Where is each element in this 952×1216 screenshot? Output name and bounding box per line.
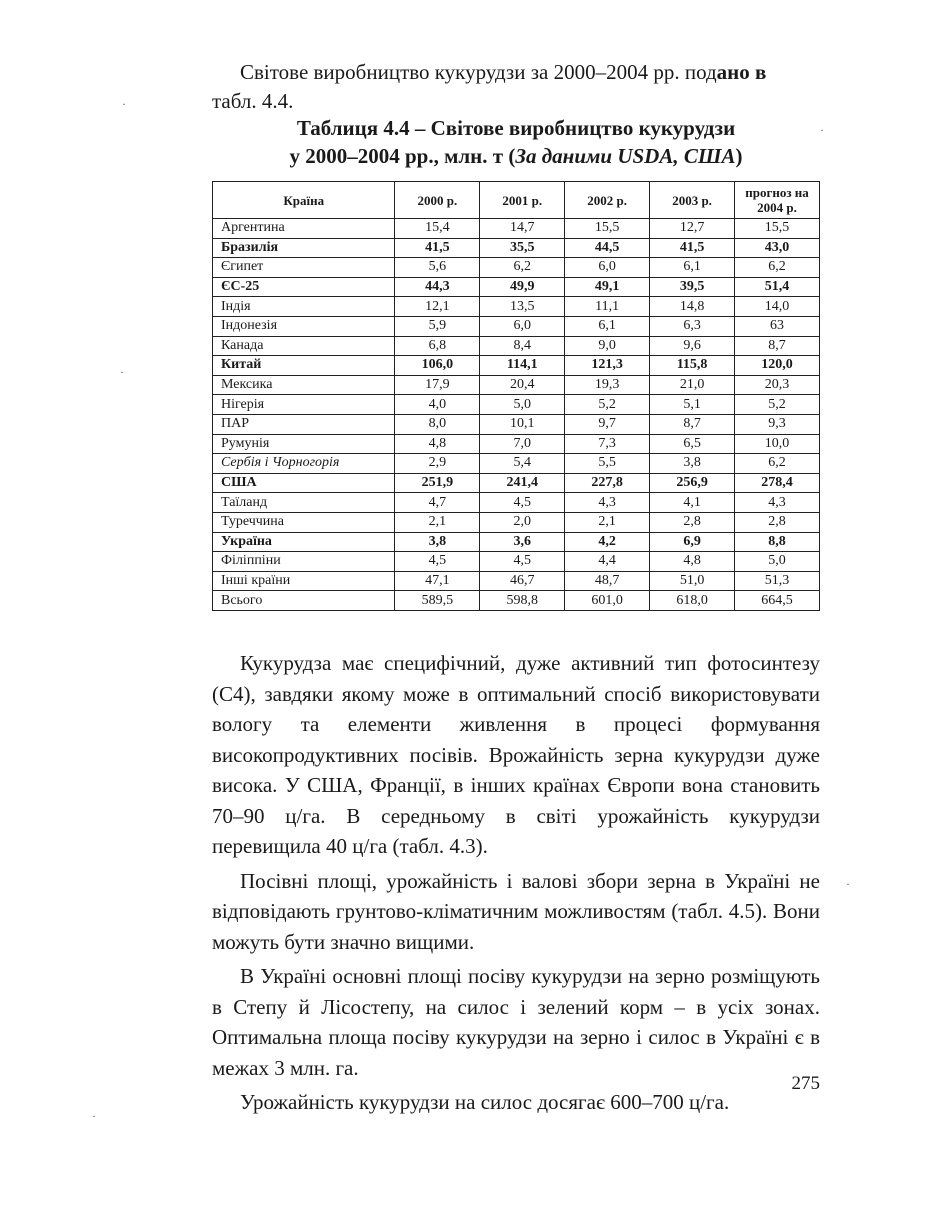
value-cell: 63 — [735, 316, 820, 336]
country-cell: Інші країни — [213, 571, 395, 591]
value-cell: 4,3 — [565, 493, 650, 513]
value-cell: 14,7 — [480, 219, 565, 239]
value-cell: 278,4 — [735, 473, 820, 493]
table-row — [213, 454, 820, 474]
value-cell: 47,1 — [395, 571, 480, 591]
table-row — [213, 532, 820, 552]
intro-text: Світове виробництво кукурудзи за 2000–2004 рр. под — [240, 60, 717, 84]
value-cell: 49,9 — [480, 277, 565, 297]
value-cell: 3,6 — [480, 532, 565, 552]
value-cell: 4,1 — [650, 493, 735, 513]
country-cell: Всього — [213, 591, 395, 611]
country-cell: Туреччина — [213, 512, 395, 532]
country-cell: Індія — [213, 297, 395, 317]
value-cell: 10,1 — [480, 414, 565, 434]
value-cell: 114,1 — [480, 356, 565, 376]
table-row — [213, 493, 820, 513]
table-row — [213, 316, 820, 336]
value-cell: 121,3 — [565, 356, 650, 376]
table-row — [213, 356, 820, 376]
value-cell: 8,4 — [480, 336, 565, 356]
value-cell: 106,0 — [395, 356, 480, 376]
value-cell: 2,1 — [565, 512, 650, 532]
country-cell: Сербія і Чорногорія — [213, 454, 395, 474]
value-cell: 115,8 — [650, 356, 735, 376]
value-cell: 35,5 — [480, 238, 565, 258]
value-cell: 51,4 — [735, 277, 820, 297]
value-cell: 12,1 — [395, 297, 480, 317]
value-cell: 6,1 — [650, 258, 735, 278]
header-country: Країна — [213, 182, 395, 219]
value-cell: 48,7 — [565, 571, 650, 591]
table-caption — [212, 114, 820, 170]
value-cell: 44,5 — [565, 238, 650, 258]
value-cell: 10,0 — [735, 434, 820, 454]
intro-paragraph — [212, 58, 820, 116]
table-row — [213, 395, 820, 415]
table-row — [213, 571, 820, 591]
value-cell: 4,8 — [650, 552, 735, 572]
value-cell: 5,2 — [565, 395, 650, 415]
value-cell: 7,3 — [565, 434, 650, 454]
caption-main: у 2000–2004 рр., млн. т ( — [289, 144, 516, 168]
caption-source: За даними USDA, США — [515, 144, 736, 168]
value-cell: 8,0 — [395, 414, 480, 434]
value-cell: 8,8 — [735, 532, 820, 552]
country-cell: ЄС-25 — [213, 277, 395, 297]
value-cell: 4,3 — [735, 493, 820, 513]
value-cell: 41,5 — [395, 238, 480, 258]
country-cell: Індонезія — [213, 316, 395, 336]
country-cell: Румунія — [213, 434, 395, 454]
country-cell: Філіппіни — [213, 552, 395, 572]
value-cell: 664,5 — [735, 591, 820, 611]
value-cell: 251,9 — [395, 473, 480, 493]
value-cell: 2,8 — [735, 512, 820, 532]
scan-speck: · — [92, 1109, 96, 1123]
caption-line2 — [212, 142, 820, 170]
value-cell: 2,8 — [650, 512, 735, 532]
paragraph-photosynthesis: Кукурудза має специфічний, дуже активний тип фотосинтезу (С4), завдяки якому може в оптимальний спосіб використовувати вологу та елементи живлення в процесі формування високопродуктивних посівів. Врожайність зерна кукурудзи дуже висока. У США, Франції, в інших країнах Європи вона становить 70–90 ц/га. В середньому в світі урожайність кукурудзи перевищила 40 ц/га (табл. 4.3). — [212, 651, 820, 858]
value-cell: 6,2 — [480, 258, 565, 278]
value-cell: 43,0 — [735, 238, 820, 258]
value-cell: 6,2 — [735, 454, 820, 474]
value-cell: 46,7 — [480, 571, 565, 591]
value-cell: 20,3 — [735, 375, 820, 395]
country-cell: Таїланд — [213, 493, 395, 513]
body-text — [212, 648, 820, 1122]
value-cell: 20,4 — [480, 375, 565, 395]
table-row — [213, 258, 820, 278]
table-body — [213, 219, 820, 611]
table-row — [213, 473, 820, 493]
value-cell: 12,7 — [650, 219, 735, 239]
value-cell: 13,5 — [480, 297, 565, 317]
scan-speck: · — [820, 123, 824, 137]
value-cell: 6,5 — [650, 434, 735, 454]
header-2000: 2000 р. — [395, 182, 480, 219]
value-cell: 7,0 — [480, 434, 565, 454]
value-cell: 6,9 — [650, 532, 735, 552]
table-header-row — [213, 182, 820, 219]
value-cell: 4,0 — [395, 395, 480, 415]
header-2003: 2003 р. — [650, 182, 735, 219]
value-cell: 5,6 — [395, 258, 480, 278]
value-cell: 3,8 — [650, 454, 735, 474]
value-cell: 15,5 — [735, 219, 820, 239]
value-cell: 227,8 — [565, 473, 650, 493]
paragraph-areas: Посівні площі, урожайність і валові збори зерна в Україні не відповідають грунтово-кліматичним можливостям (табл. 4.5). Вони можуть бути значно вищими. — [212, 868, 820, 954]
table-row — [213, 219, 820, 239]
value-cell: 14,0 — [735, 297, 820, 317]
value-cell: 618,0 — [650, 591, 735, 611]
value-cell: 4,7 — [395, 493, 480, 513]
value-cell: 15,5 — [565, 219, 650, 239]
value-cell: 5,2 — [735, 395, 820, 415]
table-row — [213, 552, 820, 572]
value-cell: 4,8 — [395, 434, 480, 454]
country-cell: Аргентина — [213, 219, 395, 239]
country-cell: Україна — [213, 532, 395, 552]
table-row — [213, 512, 820, 532]
value-cell: 9,0 — [565, 336, 650, 356]
scan-speck: · — [120, 365, 124, 379]
value-cell: 51,3 — [735, 571, 820, 591]
value-cell: 17,9 — [395, 375, 480, 395]
value-cell: 5,0 — [480, 395, 565, 415]
caption-end: ) — [735, 144, 743, 168]
value-cell: 241,4 — [480, 473, 565, 493]
paragraph-silage: Урожайність кукурудзи на силос досягає 600–700 ц/га. — [240, 1090, 730, 1114]
value-cell: 49,1 — [565, 277, 650, 297]
table-row — [213, 238, 820, 258]
value-cell: 11,1 — [565, 297, 650, 317]
table-row — [213, 336, 820, 356]
value-cell: 6,3 — [650, 316, 735, 336]
value-cell: 3,8 — [395, 532, 480, 552]
value-cell: 2,1 — [395, 512, 480, 532]
header-forecast-2004: прогноз на 2004 р. — [735, 182, 820, 219]
value-cell: 6,8 — [395, 336, 480, 356]
value-cell: 4,5 — [395, 552, 480, 572]
value-cell: 9,6 — [650, 336, 735, 356]
corn-production-table — [212, 181, 820, 611]
value-cell: 9,7 — [565, 414, 650, 434]
value-cell: 4,2 — [565, 532, 650, 552]
value-cell: 14,8 — [650, 297, 735, 317]
country-cell: Бразилія — [213, 238, 395, 258]
country-cell: Канада — [213, 336, 395, 356]
caption-line1: Таблиця 4.4 – Світове виробництво кукурудзи — [296, 116, 736, 140]
scan-speck: · — [122, 97, 126, 111]
table-row — [213, 591, 820, 611]
table-row — [213, 414, 820, 434]
value-cell: 256,9 — [650, 473, 735, 493]
country-cell: Нігерія — [213, 395, 395, 415]
value-cell: 5,9 — [395, 316, 480, 336]
country-cell: ПАР — [213, 414, 395, 434]
table-row — [213, 297, 820, 317]
value-cell: 19,3 — [565, 375, 650, 395]
country-cell: Китай — [213, 356, 395, 376]
table-row — [213, 434, 820, 454]
value-cell: 5,4 — [480, 454, 565, 474]
value-cell: 15,4 — [395, 219, 480, 239]
value-cell: 598,8 — [480, 591, 565, 611]
value-cell: 9,3 — [735, 414, 820, 434]
value-cell: 6,1 — [565, 316, 650, 336]
value-cell: 5,1 — [650, 395, 735, 415]
value-cell: 120,0 — [735, 356, 820, 376]
page-number: 275 — [791, 1073, 820, 1094]
header-2001: 2001 р. — [480, 182, 565, 219]
value-cell: 21,0 — [650, 375, 735, 395]
country-cell: Мексика — [213, 375, 395, 395]
value-cell: 4,5 — [480, 552, 565, 572]
value-cell: 589,5 — [395, 591, 480, 611]
value-cell: 6,0 — [565, 258, 650, 278]
paragraph-regions: В Україні основні площі посіву кукурудзи на зерно розміщують в Степу й Лісостепу, на силос і зелений корм – в усіх зонах. Оптимальна площа посіву кукурудзи на зерно і силос в Україні є в межах 3 млн. га. — [212, 964, 820, 1080]
value-cell: 44,3 — [395, 277, 480, 297]
value-cell: 6,2 — [735, 258, 820, 278]
value-cell: 6,0 — [480, 316, 565, 336]
country-cell: США — [213, 473, 395, 493]
scan-speck: · — [846, 877, 850, 891]
value-cell: 51,0 — [650, 571, 735, 591]
table-row — [213, 375, 820, 395]
value-cell: 8,7 — [650, 414, 735, 434]
intro-line2: табл. 4.4. — [212, 89, 294, 113]
value-cell: 8,7 — [735, 336, 820, 356]
value-cell: 5,5 — [565, 454, 650, 474]
intro-bold-tail: ано в — [716, 60, 767, 84]
table-row — [213, 277, 820, 297]
value-cell: 4,4 — [565, 552, 650, 572]
value-cell: 2,0 — [480, 512, 565, 532]
value-cell: 601,0 — [565, 591, 650, 611]
value-cell: 4,5 — [480, 493, 565, 513]
value-cell: 2,9 — [395, 454, 480, 474]
value-cell: 41,5 — [650, 238, 735, 258]
country-cell: Єгипет — [213, 258, 395, 278]
header-2002: 2002 р. — [565, 182, 650, 219]
value-cell: 5,0 — [735, 552, 820, 572]
value-cell: 39,5 — [650, 277, 735, 297]
